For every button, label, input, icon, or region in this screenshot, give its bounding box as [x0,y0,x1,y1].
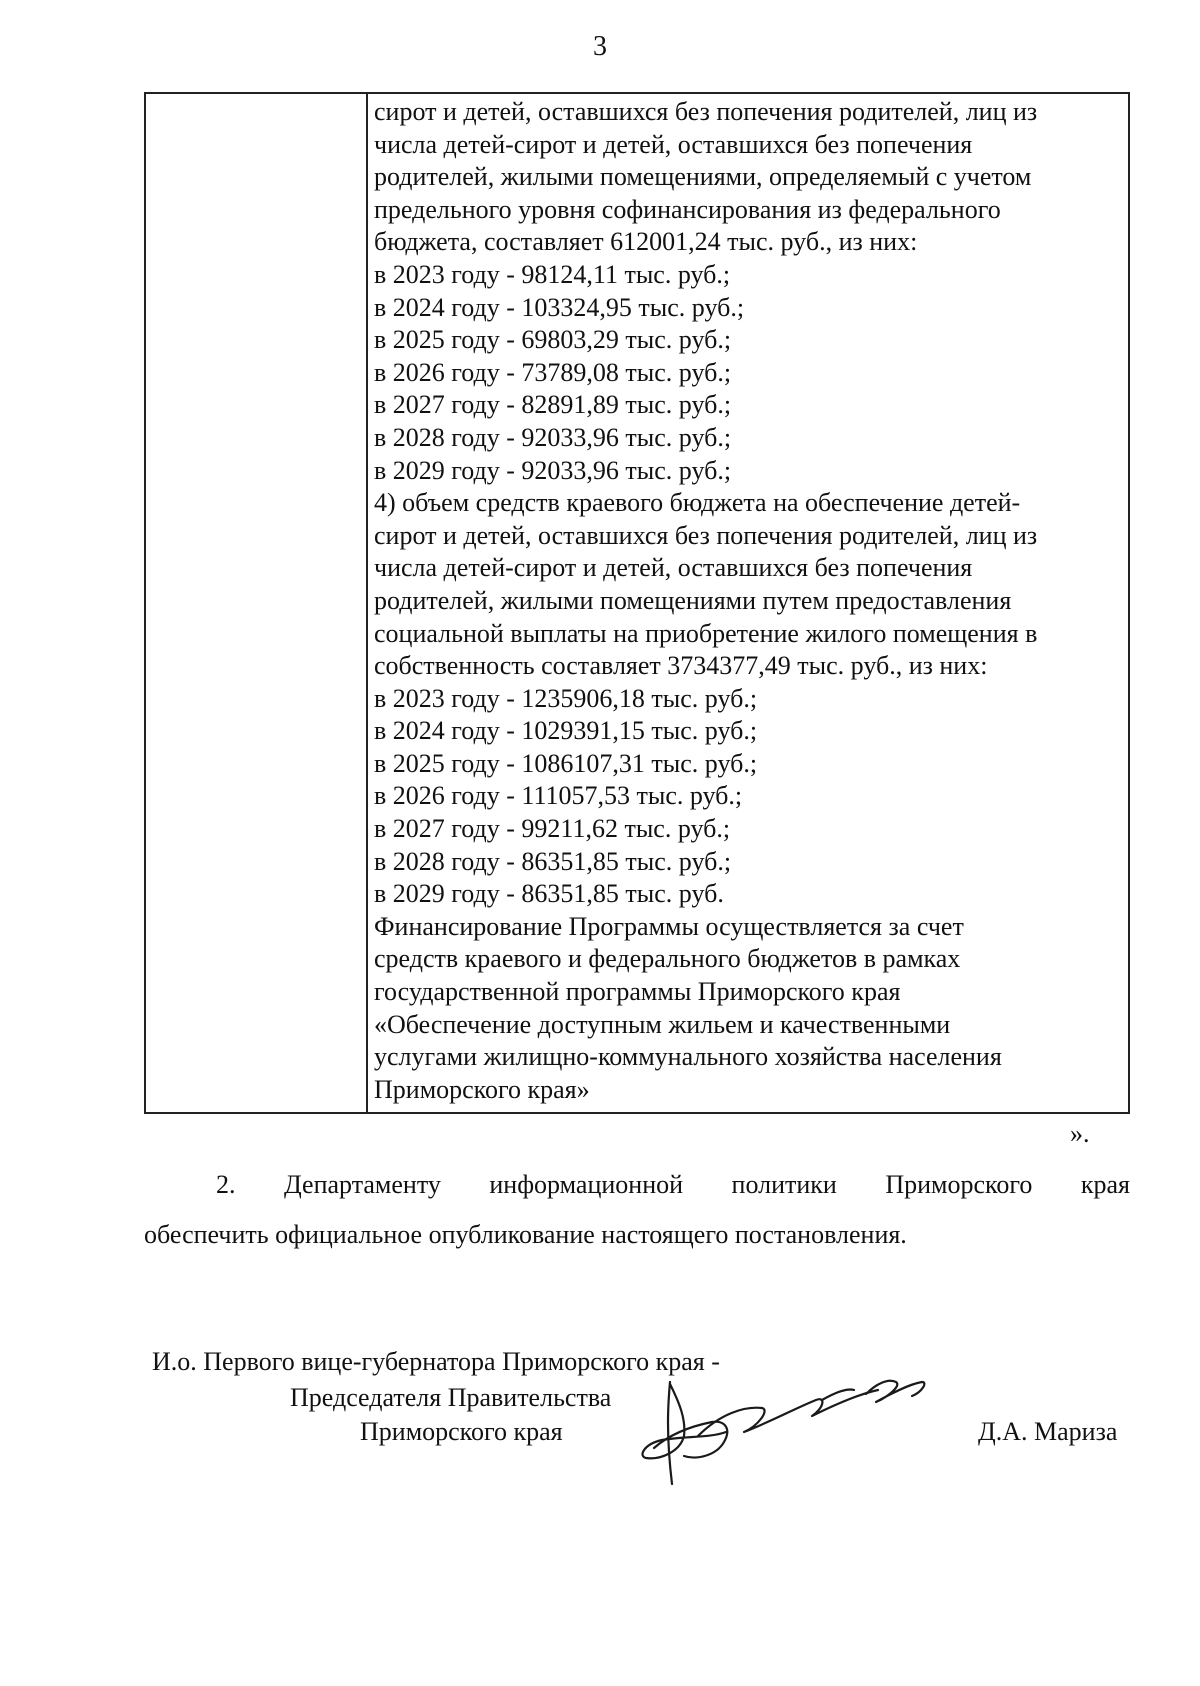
table-text-line: в 2024 году - 103324,95 тыс. руб.; [374,292,745,322]
table-text-line: услугами жилищно-коммунального хозяйства населения [374,1042,1002,1072]
table-text-line: в 2028 году - 92033,96 тыс. руб.; [374,422,732,452]
paragraph-line-2: обеспечить официальное опубликование настоящего постановления. [144,1220,907,1249]
table-text-line: родителей, жилыми помещениями, определяемый с учетом [374,162,1032,192]
signatory-title-line-1: И.о. Первого вице-губернатора Приморского края - [152,1347,720,1376]
table-text-line: в 2023 году - 1235906,18 тыс. руб.; [374,683,758,713]
signatory-title-line-3: Приморского края [360,1417,563,1446]
table-text-line: 4) объем средств краевого бюджета на обеспечение детей- [374,488,1021,518]
table-text-line: собственность составляет 3734377,49 тыс. руб., из них: [374,651,988,681]
table-column-divider [366,94,368,1112]
table-text-line: «Обеспечение доступным жильем и качественными [374,1009,951,1039]
table-text-line: средств краевого и федерального бюджетов в рамках [374,944,961,974]
paragraph-line-1: 2. Департаменту информационной политики Приморского края [216,1170,1130,1199]
signer-name: Д.А. Мариза [978,1417,1118,1446]
table-text-line: в 2023 году - 98124,11 тыс. руб.; [374,259,731,289]
table-text-line: в 2027 году - 99211,62 тыс. руб.; [374,814,731,844]
closing-quote: ». [1070,1119,1090,1148]
signatory-title-line-2: Председателя Правительства [290,1383,612,1412]
table-text-line: в 2028 году - 86351,85 тыс. руб.; [374,846,732,876]
table-text-line: сирот и детей, оставшихся без попечения родителей, лиц из [374,520,1038,550]
page-number: 3 [593,31,607,62]
table-text-line: в 2026 году - 111057,53 тыс. руб.; [374,781,743,811]
table-text-line: в 2024 году - 1029391,15 тыс. руб.; [374,716,758,746]
table-left-cell [146,94,366,1112]
table-text-line: в 2029 году - 86351,85 тыс. руб. [374,879,724,909]
table-text-line: числа детей-сирот и детей, оставшихся без попечения [374,553,973,583]
table-text-line: числа детей-сирот и детей, оставшихся без попечения [374,129,973,159]
table-text-line: родителей, жилыми помещениями путем предоставления [374,585,1012,615]
table-text-line: Приморского края» [374,1074,590,1104]
table-text-line: в 2029 году - 92033,96 тыс. руб.; [374,455,732,485]
table-text-line: Финансирование Программы осуществляется за счет [374,911,964,941]
table-text-line: в 2025 году - 69803,29 тыс. руб.; [374,325,732,355]
table-right-cell [374,96,1126,1106]
table-text-line: сирот и детей, оставшихся без попечения родителей, лиц из [374,97,1038,126]
table-text-line: предельного уровня софинансирования из федерального [374,194,1001,224]
table-text-line: государственной программы Приморского края [374,977,901,1007]
budget-table [144,92,1130,1114]
table-text-line: в 2025 году - 1086107,31 тыс. руб.; [374,748,758,778]
handwritten-signature [640,1364,960,1494]
table-text-line: бюджета, составляет 612001,24 тыс. руб., из них: [374,227,918,257]
table-text-line: в 2026 году - 73789,08 тыс. руб.; [374,357,732,387]
table-text-line: в 2027 году - 82891,89 тыс. руб.; [374,390,732,420]
table-text-line: социальной выплаты на приобретение жилого помещения в [374,618,1038,648]
